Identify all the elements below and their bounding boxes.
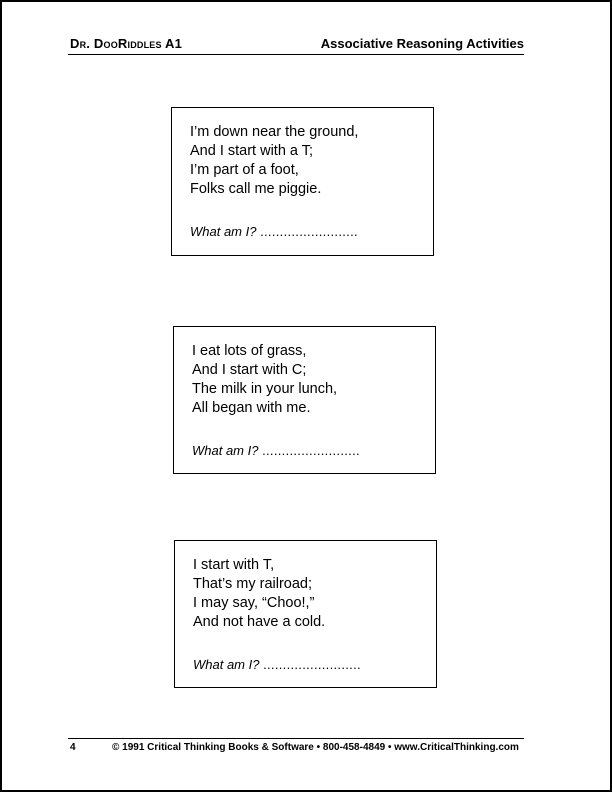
riddle-line: I eat lots of grass,	[192, 343, 307, 359]
answer-blank[interactable]: .........................	[262, 443, 360, 458]
section-title: Associative Reasoning Activities	[320, 36, 524, 51]
riddle-line: And I start with a T;	[190, 143, 314, 159]
header-divider	[68, 54, 524, 55]
riddle-line: And I start with C;	[192, 362, 307, 378]
riddle-line: Folks call me piggie.	[190, 181, 322, 197]
riddle-line: That’s my railroad;	[193, 576, 312, 592]
riddle-card-2	[173, 326, 436, 474]
riddle-line: I may say, “Choo!,”	[193, 595, 315, 611]
answer-prompt[interactable]	[192, 443, 435, 458]
answer-blank[interactable]: .........................	[260, 224, 358, 239]
page-header	[70, 36, 524, 56]
answer-question: What am I?	[190, 224, 257, 239]
answer-blank[interactable]: .........................	[263, 657, 361, 672]
riddle-line: The milk in your lunch,	[192, 381, 338, 397]
answer-prompt[interactable]	[193, 657, 436, 672]
riddle-card-1	[171, 107, 434, 256]
book-title: Dr. DooRiddles A1	[70, 36, 183, 51]
copyright-notice: © 1991 Critical Thinking Books & Software • 800-458-4849 • www.CriticalThinking.com	[112, 742, 519, 753]
footer-divider	[68, 738, 524, 739]
answer-question: What am I?	[192, 443, 259, 458]
riddle-line: And not have a cold.	[193, 614, 326, 630]
riddle-line: All began with me.	[192, 400, 311, 416]
riddle-card-3	[174, 540, 437, 688]
answer-question: What am I?	[193, 657, 260, 672]
answer-prompt[interactable]	[190, 224, 433, 239]
riddle-line: I’m down near the ground,	[190, 124, 359, 140]
riddle-line: I start with T,	[193, 557, 275, 573]
page-number: 4	[70, 742, 76, 753]
riddle-line: I’m part of a foot,	[190, 162, 299, 178]
